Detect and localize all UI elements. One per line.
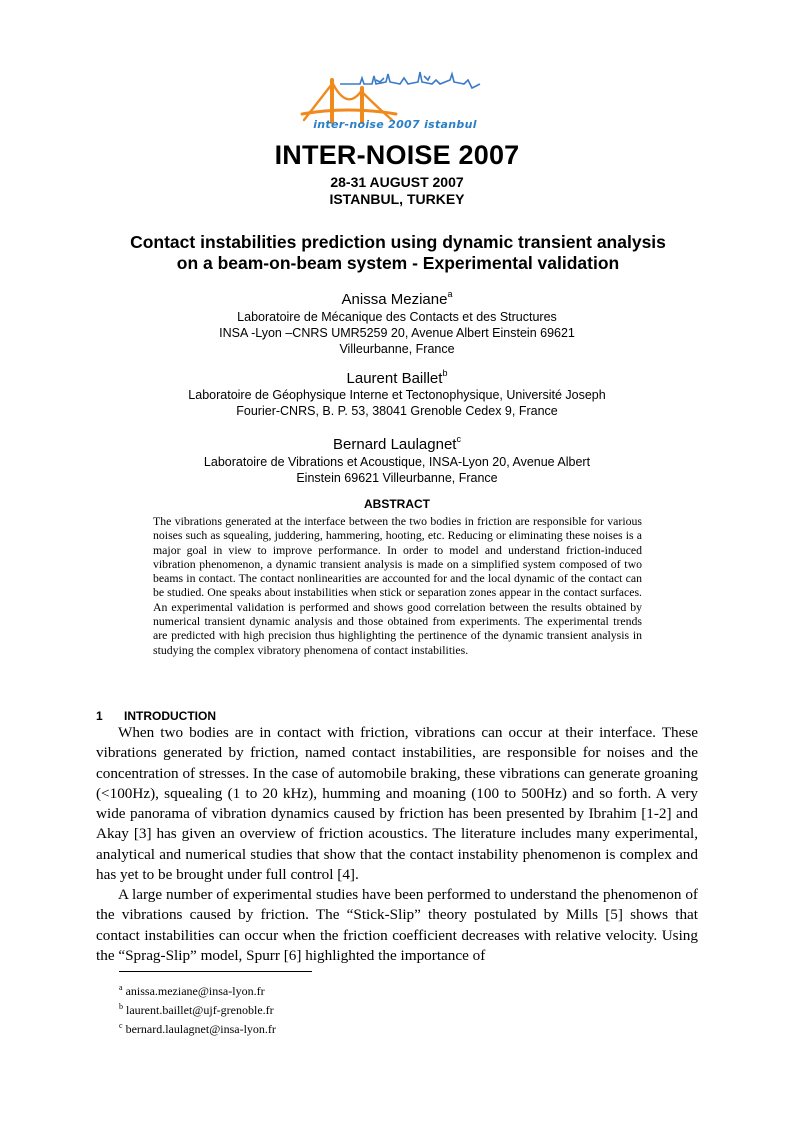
section-heading bbox=[96, 709, 216, 723]
affiliation-line: Laboratoire de Mécanique des Contacts et des Structures bbox=[237, 310, 557, 324]
footnote-mark: c bbox=[119, 1021, 123, 1030]
author-name bbox=[0, 289, 794, 308]
author-affiliation bbox=[150, 454, 644, 486]
paper-title-line-1: Contact instabilities prediction using dynamic transient analysis bbox=[130, 232, 666, 252]
paper-title-line-2: on a beam-on-beam system - Experimental validation bbox=[176, 253, 620, 273]
affiliation-line: Laboratoire de Vibrations et Acoustique, INSA-Lyon 20, Avenue Albert bbox=[203, 455, 591, 469]
author-name-text: Laurent Baillet bbox=[346, 370, 443, 387]
conference-dates: 28-31 AUGUST 2007 bbox=[330, 174, 464, 190]
conference-title: INTER-NOISE 2007 bbox=[274, 140, 520, 170]
footnote-mark: a bbox=[119, 983, 123, 992]
conference-place: ISTANBUL, TURKEY bbox=[329, 191, 465, 207]
abstract-heading: ABSTRACT bbox=[364, 497, 430, 511]
author-name-text: Anissa Meziane bbox=[341, 291, 448, 308]
paper-title bbox=[96, 232, 700, 274]
affiliation-line: Laboratoire de Géophysique Interne et Tectonophysique, Université Joseph bbox=[188, 388, 606, 402]
affiliation-line: Einstein 69621 Villeurbanne, France bbox=[296, 471, 498, 485]
abstract-text: The vibrations generated at the interface between the two bodies in friction are responsible for various noises such as squealing, juddering, hammering, hooting, etc. Reducing or eliminating these noises is a major goal in view to improve performance. In order to model and understand friction-induced vibration phenomenon, a dynamic transient analysis is made on a simplified system composed of two beams in contact. The contact nonlinearities are accounted for and the local dynamic of the contact can be studied. One speaks about instabilities when stick or separation zones appear in the contact surfaces. An experimental validation is performed and shows good correlation between the results obtained by numerical transient dynamic analysis and those obtained from experiments. The experimental trends are predicted with high precision thus highlighting the pertinence of the dynamic transient analysis in studying the complex vibratory phenomena of contact instabilities. bbox=[153, 514, 642, 657]
affiliation-line: INSA -Lyon –CNRS UMR5259 20, Avenue Albert Einstein 69621 bbox=[219, 326, 575, 340]
footnote-email[interactable]: laurent.baillet@ujf-grenoble.fr bbox=[126, 1003, 274, 1017]
body-paragraph bbox=[96, 723, 698, 885]
author-affiliation bbox=[150, 309, 644, 357]
bridge-icon bbox=[302, 80, 396, 122]
section-number: 1 bbox=[96, 709, 103, 723]
footnote bbox=[119, 999, 276, 1018]
author-mark: a bbox=[447, 289, 453, 299]
footnote bbox=[119, 1018, 276, 1037]
paragraph-text: When two bodies are in contact with friction, vibrations can occur at their interface. These vibrations generated by friction, named contact instabilities, are responsible for noises and the concentration of stresses. In the case of automobile braking, these vibrations can generate groaning (<100Hz), squealing (1 to 20 kHz), humming and moaning (100 to 500Hz) and so forth. A very wide panorama of vibration dynamics caused by friction has been presented by Ibrahim [1-2] and Akay [3] has given an overview of friction acoustics. The literature includes many experimental, analytical and numerical studies that show that the contact instability phenomenon is complex and has yet to be brought under full control [4]. bbox=[96, 724, 698, 884]
author-mark: c bbox=[456, 434, 461, 444]
footnotes bbox=[119, 980, 276, 1037]
affiliation-line: Villeurbanne, France bbox=[339, 342, 455, 356]
footnote bbox=[119, 980, 276, 999]
author-mark: b bbox=[442, 368, 448, 378]
logo-caption: inter-noise 2007 istanbul bbox=[313, 118, 477, 131]
footnote-mark: b bbox=[119, 1002, 123, 1011]
footnote-email[interactable]: anissa.meziane@insa-lyon.fr bbox=[125, 984, 265, 998]
author-affiliation bbox=[150, 387, 644, 419]
author-name bbox=[0, 368, 794, 387]
author-name bbox=[0, 434, 794, 453]
affiliation-line: Fourier-CNRS, B. P. 53, 38041 Grenoble Cedex 9, France bbox=[236, 404, 558, 418]
author-name-text: Bernard Laulagnet bbox=[333, 436, 457, 453]
paragraph-text: A large number of experimental studies have been performed to understand the phenomenon of the vibrations caused by friction. The “Stick-Slip” theory postulated by Mills [5] shows that contact instabilities can occur when the friction coefficient decreases with relative velocity. Using the “Sprag-Slip” model, Spurr [6] highlighted the importance of bbox=[96, 886, 698, 964]
body-paragraph bbox=[96, 885, 698, 966]
skyline-icon bbox=[340, 72, 480, 88]
section-title: INTRODUCTION bbox=[124, 709, 216, 723]
footnote-email[interactable]: bernard.laulagnet@insa-lyon.fr bbox=[125, 1022, 276, 1036]
footnote-separator bbox=[119, 971, 312, 972]
